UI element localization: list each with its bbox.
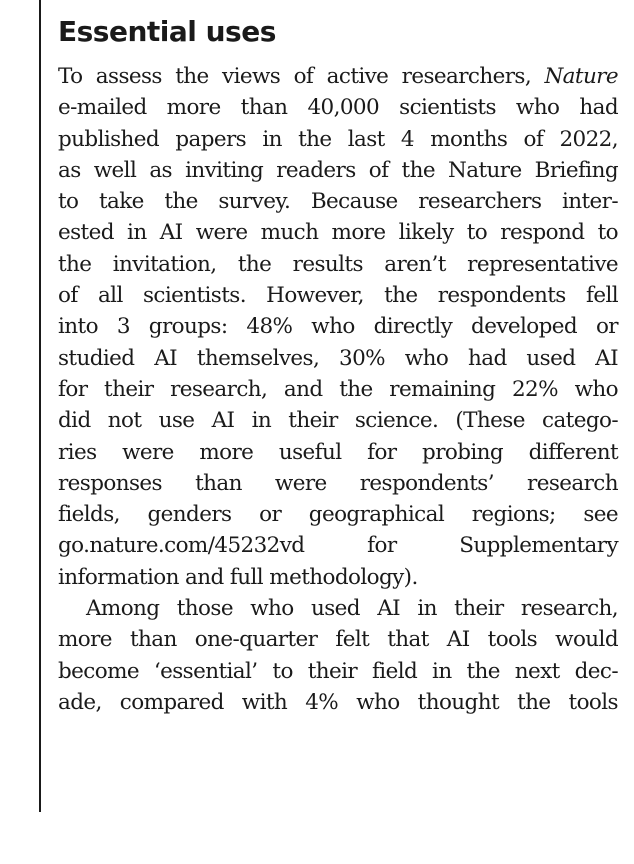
text-line: fields, genders or geographical regions; see [58, 502, 618, 528]
text-line: Among those who used AI in their research, [86, 596, 618, 622]
text-line: into 3 groups: 48% who directly developed or [58, 314, 618, 340]
text-line: ested in AI were much more likely to respond to [58, 220, 618, 246]
section-heading: Essential uses [58, 15, 276, 48]
paragraph-1 [58, 61, 618, 593]
text-line: become ‘essential’ to their field in the next dec- [58, 658, 618, 684]
text-line: ade, compared with 4% who thought the tools [58, 689, 618, 715]
text-span: To assess the views of active researchers, [58, 64, 532, 89]
text-line [58, 61, 618, 92]
text-line: ries were more useful for probing different [58, 439, 618, 465]
text-line: more than one-quarter felt that AI tools would [58, 627, 618, 653]
text-line: of all scientists. However, the respondents fell [58, 283, 618, 309]
text-line: published papers in the last 4 months of 2022, [58, 126, 618, 152]
text-line: information and full methodology). [58, 564, 418, 590]
text-line: e-mailed more than 40,000 scientists who had [58, 95, 618, 121]
text-line: did not use AI in their science. (These catego- [58, 408, 618, 434]
text-line: for their research, and the remaining 22% who [58, 376, 618, 402]
text-line: to take the survey. Because researchers inter- [58, 189, 618, 215]
column-rule [39, 0, 41, 812]
text-line: studied AI themselves, 30% who had used AI [58, 345, 618, 371]
text-line: the invitation, the results aren’t representative [58, 251, 618, 277]
paragraph-2 [58, 593, 618, 718]
text-line: responses than were respondents’ research [58, 470, 618, 496]
text-line: as well as inviting readers of the Nature Briefing [58, 157, 618, 183]
publication-name: Nature [544, 64, 618, 89]
supplementary-link-line: go.nature.com/45232vd for Supplementary [58, 533, 618, 559]
article-body [58, 12, 618, 718]
